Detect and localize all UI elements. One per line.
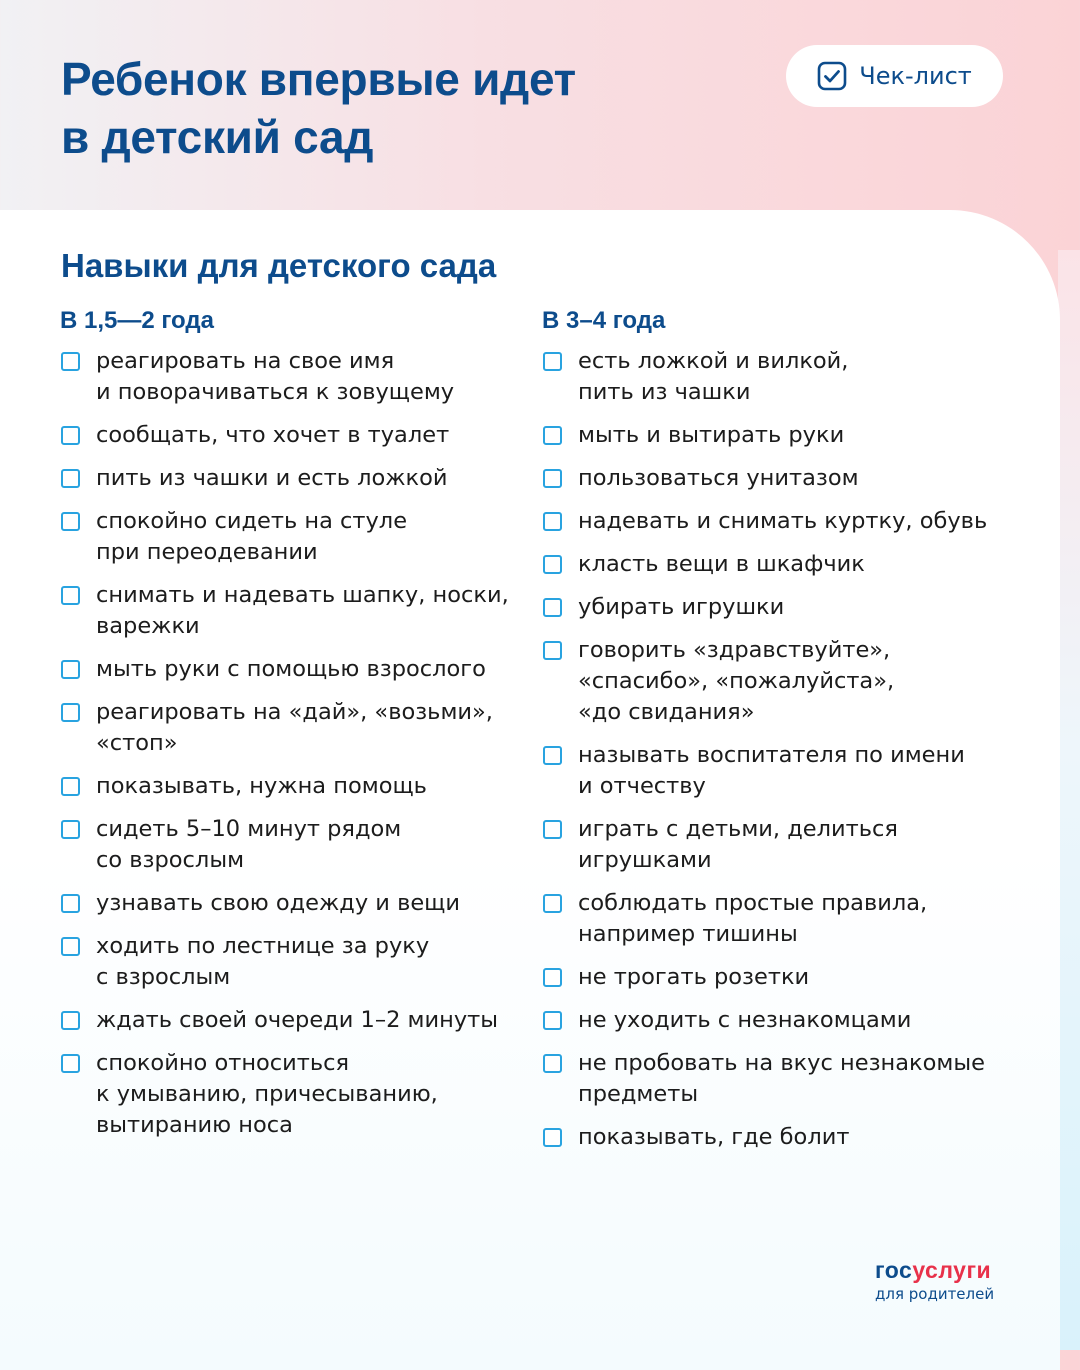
checklist-item <box>542 740 1012 802</box>
checklist-item-text: пользоваться унитазом <box>578 465 859 491</box>
checkbox[interactable] <box>61 820 80 839</box>
checklist-item-text: узнавать свою одежду и вещи <box>96 890 460 916</box>
checklist-item <box>542 463 1012 494</box>
section-title: Навыки для детского сада <box>61 247 497 284</box>
checkbox[interactable] <box>543 1128 562 1147</box>
checklist-item <box>542 962 1012 993</box>
checklist-item-text: «до свидания» <box>578 699 755 725</box>
checklist-item-text: вытиранию носа <box>96 1112 293 1138</box>
checklist-column-age-3-4 <box>542 306 1012 1165</box>
checklist-item <box>60 654 530 685</box>
checkbox[interactable] <box>543 746 562 765</box>
checklist-item-text: варежки <box>96 613 200 639</box>
checklist-item-text: ходить по лестнице за руку <box>96 933 430 959</box>
checklist-item <box>60 931 530 993</box>
checklist-item-text: предметы <box>578 1081 699 1107</box>
checkbox[interactable] <box>543 426 562 445</box>
decorative-edge <box>1058 250 1080 1350</box>
checklist-item <box>542 549 1012 580</box>
checklist-item-text: реагировать на свое имя <box>96 348 395 374</box>
checklist-item-text: реагировать на «дай», «возьми», <box>96 699 493 725</box>
checklist-item-text: игрушками <box>578 847 712 873</box>
checklist-item-text: спокойно относиться <box>96 1050 350 1076</box>
checklist-item-text: соблюдать простые правила, <box>578 890 928 916</box>
checklist-item-text: класть вещи в шкафчик <box>578 551 865 577</box>
checklist-item-text: например тишины <box>578 921 798 947</box>
checklist-item-text: называть воспитателя по имени <box>578 742 965 768</box>
checklist-item-text: ждать своей очереди 1–2 минуты <box>96 1007 499 1033</box>
checklist-item-text: не трогать розетки <box>578 964 810 990</box>
checklist-item <box>60 814 530 876</box>
checkbox[interactable] <box>543 555 562 574</box>
checklist <box>60 346 530 1141</box>
badge-label: Чек-лист <box>859 62 972 90</box>
checklist-item <box>60 1005 530 1036</box>
checkbox-checked-icon <box>817 61 847 91</box>
checklist-item <box>60 771 530 802</box>
checklist-item <box>60 420 530 451</box>
checklist-item-text: убирать игрушки <box>578 594 785 620</box>
checklist-item <box>60 346 530 408</box>
checkbox[interactable] <box>61 1011 80 1030</box>
logo-part-uslugi: услуги <box>912 1257 992 1283</box>
checklist-item-text: пить из чашки и есть ложкой <box>96 465 448 491</box>
checklist <box>542 346 1012 1153</box>
checklist-column-age-1-5-2 <box>60 306 530 1153</box>
checklist-item-text: и поворачиваться к зовущему <box>96 379 455 405</box>
checklist-item-text: с взрослым <box>96 964 231 990</box>
checklist-item <box>60 1048 530 1141</box>
page-title <box>61 50 576 166</box>
checkbox[interactable] <box>543 641 562 660</box>
checkbox[interactable] <box>543 1011 562 1030</box>
checklist-badge <box>786 45 1003 107</box>
checklist-item-text: не пробовать на вкус незнакомые <box>578 1050 985 1076</box>
checkbox[interactable] <box>61 352 80 371</box>
gosuslugi-logo <box>875 1257 995 1303</box>
checkbox[interactable] <box>543 894 562 913</box>
checklist-item-text: говорить «здравствуйте», <box>578 637 891 663</box>
checkbox[interactable] <box>543 512 562 531</box>
checklist-item <box>60 580 530 642</box>
title-line: в детский сад <box>61 111 374 163</box>
checkbox[interactable] <box>61 426 80 445</box>
checklist-item <box>542 420 1012 451</box>
checklist-item-text: спокойно сидеть на стуле <box>96 508 408 534</box>
checklist-item <box>542 1048 1012 1110</box>
checklist-item <box>542 888 1012 950</box>
checkbox[interactable] <box>61 586 80 605</box>
checklist-item <box>542 1005 1012 1036</box>
checklist-item <box>542 814 1012 876</box>
checklist-item <box>542 1122 1012 1153</box>
checklist-item-text: со взрослым <box>96 847 245 873</box>
checklist-item-text: не уходить с незнакомцами <box>578 1007 912 1033</box>
checklist-item-text: сообщать, что хочет в туалет <box>96 422 450 448</box>
checklist-item-text: при переодевании <box>96 539 318 565</box>
checkbox[interactable] <box>543 968 562 987</box>
checklist-item <box>60 506 530 568</box>
logo-wordmark <box>875 1257 995 1283</box>
checklist-item-text: надевать и снимать куртку, обувь <box>578 508 988 534</box>
checklist-item-text: «спасибо», «пожалуйста», <box>578 668 895 694</box>
checklist-item-text: и отчеству <box>578 773 706 799</box>
checklist-item-text: показывать, нужна помощь <box>96 773 427 799</box>
checkbox[interactable] <box>61 937 80 956</box>
checklist-item-text: мыть руки с помощью взрослого <box>96 656 486 682</box>
column-heading: В 3–4 года <box>542 307 666 334</box>
checklist-item-text: играть с детьми, делиться <box>578 816 898 842</box>
checkbox[interactable] <box>61 512 80 531</box>
logo-part-gos: гос <box>875 1257 913 1283</box>
checklist-item-text: показывать, где болит <box>578 1124 850 1150</box>
checkbox[interactable] <box>61 1054 80 1073</box>
checkbox[interactable] <box>61 894 80 913</box>
checklist-item <box>542 346 1012 408</box>
title-line: Ребенок впервые идет <box>61 53 576 105</box>
checklist-item-text: снимать и надевать шапку, носки, <box>96 582 509 608</box>
checkbox[interactable] <box>543 1054 562 1073</box>
checklist-item <box>542 635 1012 728</box>
checklist-item-text: есть ложкой и вилкой, <box>578 348 849 374</box>
checklist-item-text: сидеть 5–10 минут рядом <box>96 816 402 842</box>
checkbox[interactable] <box>61 469 80 488</box>
checklist-item-text: «стоп» <box>96 730 178 756</box>
checkbox[interactable] <box>543 469 562 488</box>
checkbox[interactable] <box>61 777 80 796</box>
checkbox[interactable] <box>543 352 562 371</box>
checkbox[interactable] <box>543 820 562 839</box>
checklist-item-text: к умыванию, причесыванию, <box>96 1081 438 1107</box>
logo-subtitle: для родителей <box>875 1285 995 1303</box>
header <box>0 0 1080 215</box>
checklist-item-text: пить из чашки <box>578 379 751 405</box>
checklist-item-text: мыть и вытирать руки <box>578 422 845 448</box>
checklist-item <box>60 697 530 759</box>
checklist-item <box>60 888 530 919</box>
column-heading: В 1,5—2 года <box>60 307 214 334</box>
checkbox[interactable] <box>543 598 562 617</box>
checkbox[interactable] <box>61 703 80 722</box>
checkbox[interactable] <box>61 660 80 679</box>
checklist-item <box>542 592 1012 623</box>
checklist-item <box>542 506 1012 537</box>
checklist-item <box>60 463 530 494</box>
